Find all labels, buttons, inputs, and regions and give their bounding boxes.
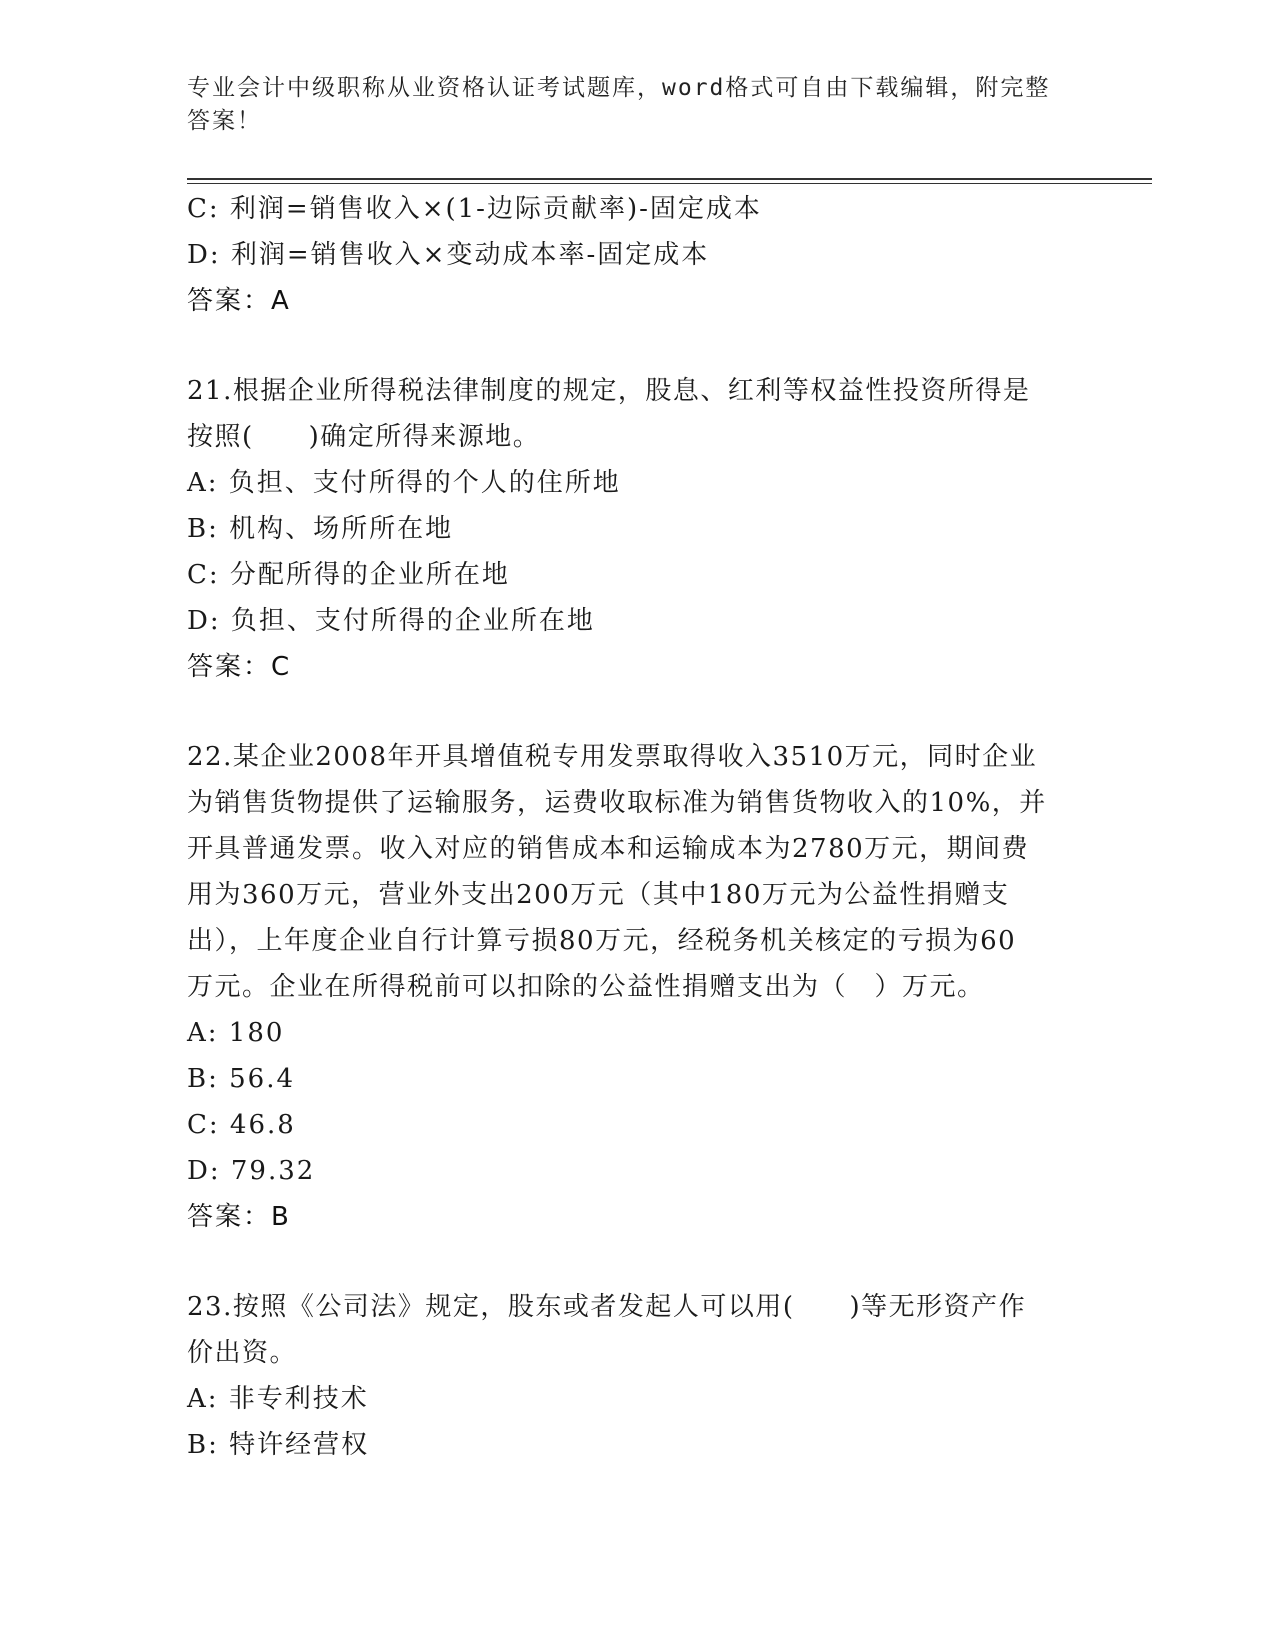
option-c: C: 分配所得的企业所在地 [187, 560, 510, 590]
stem-line: 23.按照《公司法》规定，股东或者发起人可以用( )等无形资产作 [187, 1292, 1027, 1322]
question-21 [187, 368, 1087, 690]
question-stem [187, 734, 1087, 1010]
option-a: A: 180 [187, 1018, 285, 1048]
stem-line: 万元。企业在所得税前可以扣除的公益性捐赠支出为（ ）万元。 [187, 972, 985, 1002]
page-header [187, 72, 1067, 138]
answer-label: 答案：A [187, 286, 291, 316]
answer-label: 答案：B [187, 1202, 291, 1232]
question-22 [187, 734, 1087, 1240]
option-d: D: 79.32 [187, 1156, 316, 1186]
spacer [187, 690, 1087, 734]
option-b: B: 机构、场所所在地 [187, 514, 454, 544]
option-b: B: 特许经营权 [187, 1430, 370, 1460]
stem-line: 用为360万元，营业外支出200万元（其中180万元为公益性捐赠支 [187, 880, 1010, 910]
stem-line: 开具普通发票。收入对应的销售成本和运输成本为2780万元，期间费 [187, 834, 1030, 864]
stem-line: 出），上年度企业自行计算亏损80万元，经税务机关核定的亏损为60 [187, 926, 1017, 956]
question-stem [187, 1284, 1087, 1376]
stem-line: 21.根据企业所得税法律制度的规定，股息、红利等权益性投资所得是 [187, 376, 1031, 406]
option-a: A: 非专利技术 [187, 1384, 369, 1414]
stem-line: 22.某企业2008年开具增值税专用发票取得收入3510万元，同时企业 [187, 742, 1038, 772]
stem-line: 价出资。 [187, 1338, 298, 1368]
option-a: A: 负担、支付所得的个人的住所地 [187, 468, 621, 498]
option-b: B: 56.4 [187, 1064, 296, 1094]
document-body [187, 186, 1087, 1468]
header-rule [187, 178, 1152, 184]
option-c: C: 46.8 [187, 1110, 296, 1140]
header-text: 专业会计中级职称从业资格认证考试题库，word格式可自由下载编辑，附完整答案！ [187, 75, 1051, 134]
answer-label: 答案：C [187, 652, 292, 682]
question-stem [187, 368, 1087, 460]
question-20-continued [187, 186, 1087, 324]
stem-line: 为销售货物提供了运输服务，运费收取标准为销售货物收入的10%，并 [187, 788, 1047, 818]
question-23 [187, 1284, 1087, 1468]
spacer [187, 324, 1087, 368]
stem-line: 按照( )确定所得来源地。 [187, 422, 541, 452]
option-c: C: 利润=销售收入×(1-边际贡献率)-固定成本 [187, 194, 762, 224]
spacer [187, 1240, 1087, 1284]
option-d: D: 利润=销售收入×变动成本率-固定成本 [187, 240, 710, 270]
option-d: D: 负担、支付所得的企业所在地 [187, 606, 595, 636]
